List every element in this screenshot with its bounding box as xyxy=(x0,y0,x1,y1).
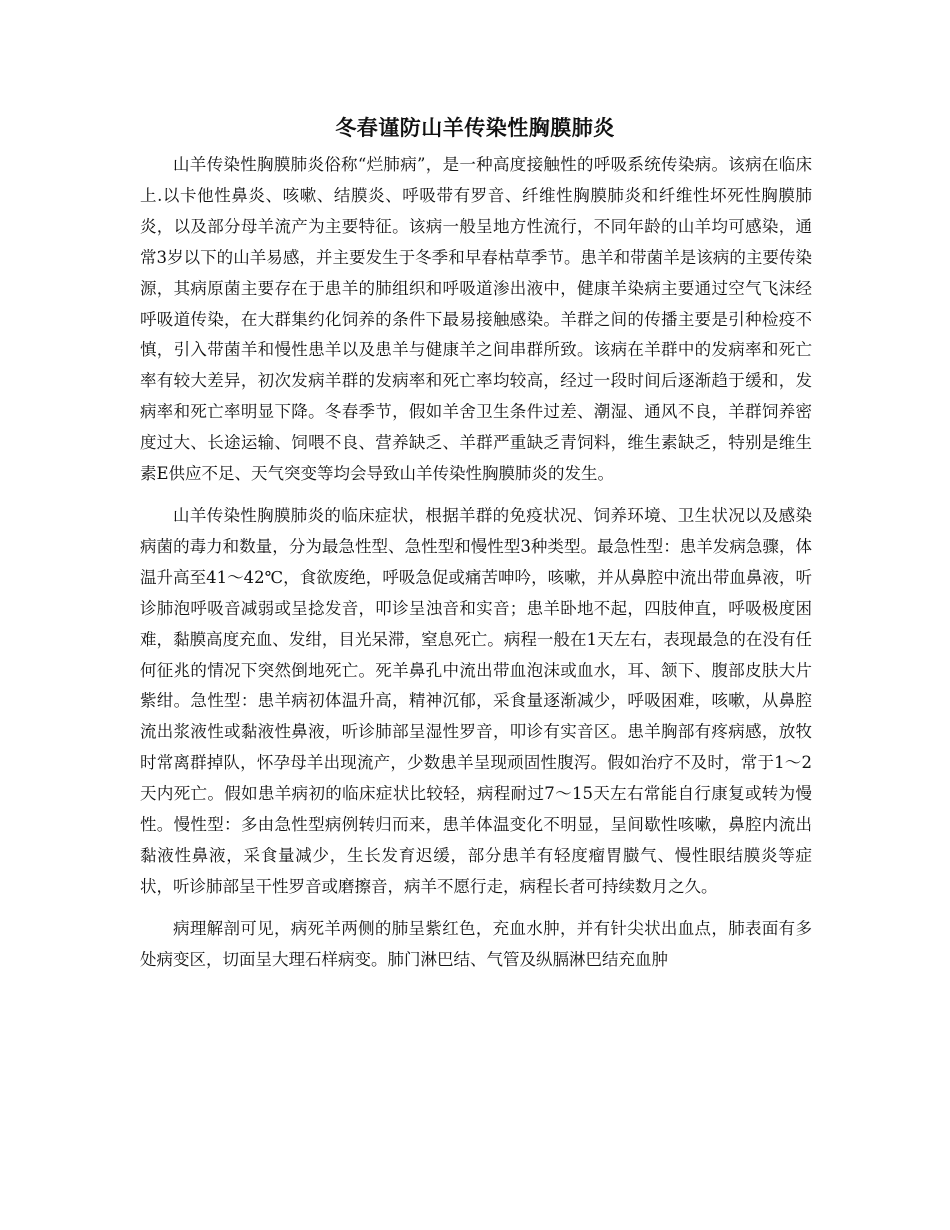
paragraph-epidemiology: 山羊传染性胸膜肺炎俗称“烂肺病”，是一种高度接触性的呼吸系统传染病。该病在临床上.以卡他性鼻炎、咳嗽、结膜炎、呼吸带有罗音、纤维性胸膜肺炎和纤维性坏死性胸膜肺炎，以及部分母羊流产为主要特征。该病一般呈地方性流行，不同年龄的山羊均可感染，通常3岁以下的山羊易感，并主要发生于冬季和早春枯草季节。患羊和带菌羊是该病的主要传染源，其病原菌主要存在于患羊的肺组织和呼吸道渗出液中，健康羊染病主要通过空气飞沫经呼吸道传染，在大群集约化饲养的条件下最易接触感染。羊群之间的传播主要是引种检疫不慎，引入带菌羊和慢性患羊以及患羊与健康羊之间串群所致。该病在羊群中的发病率和死亡率有较大差异，初次发病羊群的发病率和死亡率均较高，经过一段时间后逐渐趋于缓和，发病率和死亡率明显下降。冬春季节，假如羊舍卫生条件过差、潮湿、通风不良，羊群饲养密度过大、长途运输、饲喂不良、营养缺乏、羊群严重缺乏青饲料，维生素缺乏，特别是维生素E供应不足、天气突变等均会导致山羊传染性胸膜肺炎的发生。 xyxy=(140,155,812,484)
document-body xyxy=(140,150,812,987)
paragraph-clinical-symptoms: 山羊传染性胸膜肺炎的临床症状，根据羊群的免疫状况、饲养环境、卫生状况以及感染病菌的毒力和数量，分为最急性型、急性型和慢性型3种类型。最急性型：患羊发病急骤，体温升高至41～42℃，食欲废绝，呼吸急促或痛苦呻吟，咳嗽，并从鼻腔中流出带血鼻液，听诊肺泡呼吸音减弱或呈捻发音，叩诊呈浊音和实音；患羊卧地不起，四肢伸直，呼吸极度困难，黏膜高度充血、发绀，目光呆滞，窒息死亡。病程一般在1天左右，表现最急的在没有任何征兆的情况下突然倒地死亡。死羊鼻孔中流出带血泡沫或血水，耳、颔下、腹部皮肤大片紫绀。急性型：患羊病初体温升高，精神沉郁，采食量逐渐减少，呼吸困难，咳嗽，从鼻腔流出浆液性或黏液性鼻液，听诊肺部呈湿性罗音，叩诊有实音区。患羊胸部有疼病感，放牧时常离群掉队，怀孕母羊出现流产，少数患羊呈现顽固性腹泻。假如治疗不及时，常于1～2天内死亡。假如患羊病初的临床症状比较轻，病程耐过7～15天左右常能自行康复或转为慢性。慢性型：多由急性型病例转归而来，患羊体温变化不明显，呈间歇性咳嗽，鼻腔内流出黏液性鼻液，采食量减少，生长发育迟缓，部分患羊有轻度瘤胃臌气、慢性眼结膜炎等症状，听诊肺部呈干性罗音或磨擦音，病羊不愿行走，病程长者可持续数月之久。 xyxy=(140,505,812,896)
paragraph-pathology: 病理解剖可见，病死羊两侧的肺呈紫红色，充血水肿，并有针尖状出血点，肺表面有多处病变区，切面呈大理石样病变。肺门淋巴结、气管及纵膈淋巴结充血肿 xyxy=(140,918,812,969)
document-title: 冬春谨防山羊传染性胸膜肺炎 xyxy=(335,115,615,140)
